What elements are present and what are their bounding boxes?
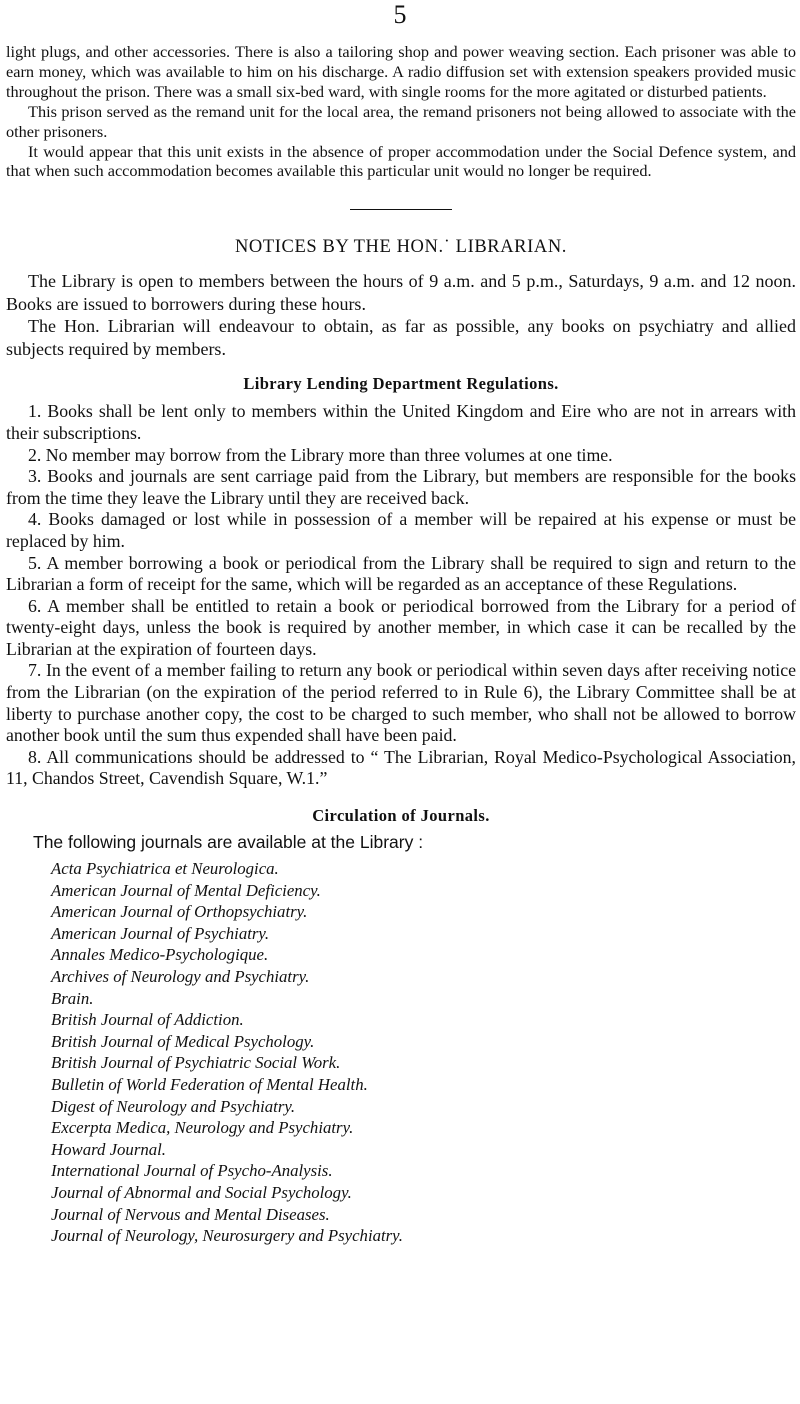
rule-4: 4. Books damaged or lost while in possession of a member will be repaired at his expense or must be replaced by him. [6,509,796,551]
journal-item: Digest of Neurology and Psychiatry. [51,1096,296,1116]
lending-rules [6,401,796,790]
page-content [6,42,796,1247]
journal-item: Journal of Abnormal and Social Psychology. [51,1182,352,1202]
journal-item: American Journal of Orthopsychiatry. [51,902,308,922]
journal-item: Annales Medico-Psychologique. [51,945,269,965]
notice-paragraph: The Hon. Librarian will endeavour to obtain, as far as possible, any books on psychiatry and allied subjects required by members. [6,316,796,359]
journal-item: American Journal of Psychiatry. [51,923,270,943]
circulation-heading: Circulation of Journals. [312,806,490,826]
journal-item: Journal of Neurology, Neurosurgery and Psychiatry. [51,1226,403,1246]
notice-paragraph: The Library is open to members between the hours of 9 a.m. and 5 p.m., Saturdays, 9 a.m. and 12 noon. Books are issued to borrowers during these hours. [6,271,796,314]
rule-8: 8. All communications should be addressed to “ The Librarian, Royal Medico-Psychological Association, 11, Chandos Street, Cavendish Square, W.1.” [6,746,796,789]
journal-list [6,858,796,1247]
rule-1: 1. Books shall be lent only to members within the United Kingdom and Eire who are not in arrears with their subscriptions. [6,401,796,443]
rule-3: 3. Books and journals are sent carriage paid from the Library, but members are responsible for the books from the time they leave the Library until they are received back. [6,466,796,508]
journal-item: Journal of Nervous and Mental Diseases. [51,1204,330,1224]
intro-section [6,42,796,181]
intro-paragraph: It would appear that this unit exists in the absence of proper accommodation under the Social Defence system, and that when such accommodation becomes available this particular unit would no longer be required. [6,141,796,181]
rule-7: 7. In the event of a member failing to return any book or periodical within seven days after receiving notice from the Librarian (on the expiration of the period referred to in Rule 6), the Library Committee shall be at liberty to purchase another copy, the cost to be charged to such member, who shall not be allowed to borrow another book until the sum thus expended shall have been paid. [6,660,796,746]
notices-section [6,270,796,360]
journal-item: British Journal of Psychiatric Social Work. [51,1053,341,1073]
journal-item: Brain. [51,988,94,1008]
page-number: 5 [393,0,407,29]
journal-item: British Journal of Medical Psychology. [51,1031,315,1051]
journal-item: Archives of Neurology and Psychiatry. [51,967,310,986]
lending-heading: Library Lending Department Regulations. [243,374,559,394]
journal-item: International Journal of Psycho-Analysis. [51,1161,333,1181]
rule-2: 2. No member may borrow from the Library more than three volumes at one time. [28,444,613,465]
journal-item: British Journal of Addiction. [51,1010,244,1030]
journals-intro: The following journals are available at the Library : [33,832,424,853]
journal-item: Bulletin of World Federation of Mental Health. [51,1074,368,1094]
rule-5: 5. A member borrowing a book or periodical from the Library shall be required to sign and return to the Librarian a form of receipt for the same, which will be regarded as an acceptance of these Regulations. [6,552,796,595]
rule-6: 6. A member shall be entitled to retain a book or periodical borrowed from the Library for a period of twenty-eight days, unless the book is required by another member, in which case it can be recalled by the Librarian at the expiration of fourteen days. [6,595,796,659]
intro-paragraph: This prison served as the remand unit for the local area, the remand prisoners not being allowed to associate with the other prisoners. [6,101,796,141]
journal-item: Excerpta Medica, Neurology and Psychiatry. [51,1118,354,1138]
intro-paragraph: light plugs, and other accessories. There is also a tailoring shop and power weaving section. Each prisoner was able to earn money, which was available to him on his discharge. A radio diffusion set with extension speakers provided music throughout the prison. There was a small six-bed ward, with single rooms for the more agitated or disturbed patients. [6,42,796,101]
journal-item: American Journal of Mental Deficiency. [51,880,321,900]
journal-item: Howard Journal. [51,1139,166,1159]
section-divider [350,209,452,210]
notices-title: NOTICES BY THE HON.˙ LIBRARIAN. [234,237,568,258]
journal-item: Acta Psychiatrica et Neurologica. [51,859,279,879]
